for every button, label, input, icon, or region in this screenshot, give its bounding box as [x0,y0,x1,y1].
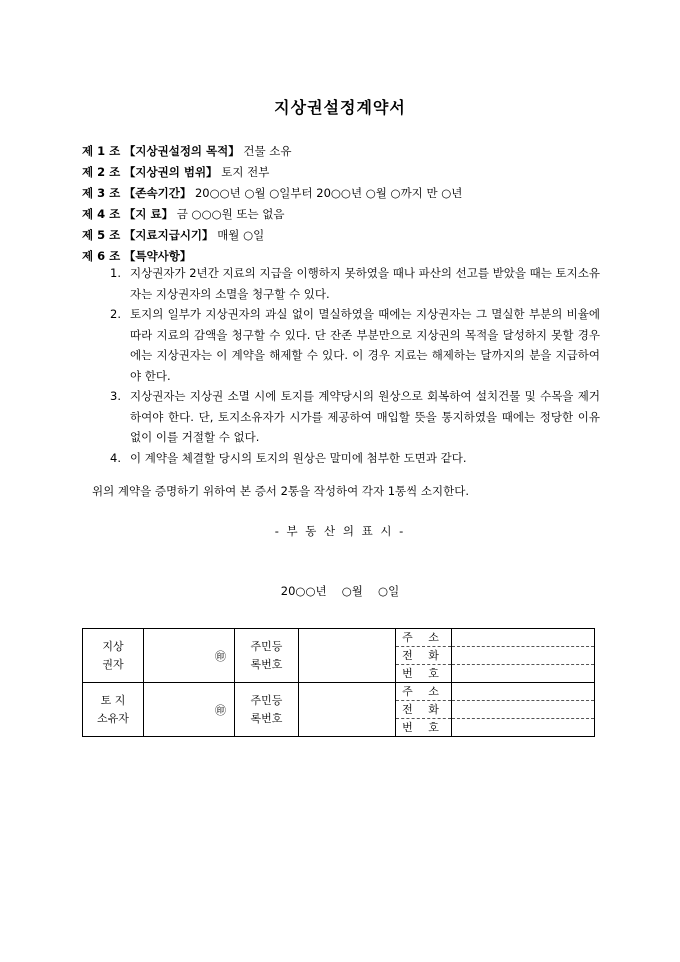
party-row-superficiary [83,629,595,683]
resident-number-label: 주민등 록번호 [235,629,299,683]
document-title: 지상권설정계약서 [274,98,406,117]
contact-labels: 주 소 전 화 번 호 [396,629,452,683]
seal-mark: ㊞ [144,629,235,683]
special-item-2: 2. 토지의 일부가 지상권자의 과실 없이 멸실하였을 때에는 지상권자는 그 멸실한 부분의 비율에 따라 지료의 감액을 청구할 수 있다. 단 잔존 부분만으로 지상권의 목적을 달성하지 못할 경우에는 지상권자는 이 계약을 해제할 수 있다. 이 경우 지료는 해제하는 달까지의 분을 지급하여야 한다. [110,307,600,383]
article-list [82,141,602,267]
phone-field[interactable] [452,647,594,665]
contract-date: 20○○년 ○월 ○일 [280,584,400,598]
article-1: 제 1 조 【지상권설정의 목적】 건물 소유 [82,144,292,158]
article-6: 제 6 조 【특약사항】 [82,249,192,263]
party-role: 토 지 소유자 [83,683,144,737]
party-row-landowner [83,683,595,737]
closing-statement: 위의 계약을 증명하기 위하여 본 증서 2통을 작성하여 각자 1통씩 소지한다. [92,484,470,498]
article-3: 제 3 조 【존속기간】 20○○년 ○월 ○일부터 20○○년 ○월 ○까지 만 ○년 [82,186,463,200]
phone-field-2[interactable] [452,665,594,682]
phone-field-2[interactable] [452,719,594,736]
contact-fields[interactable] [452,683,595,737]
special-item-1: 1. 지상권자가 2년간 지료의 지급을 이행하지 못하였을 때나 파산의 선고를 받았을 때는 토지소유자는 지상권자의 소멸을 청구할 수 있다. [110,266,600,301]
property-display-heading: - 부 동 산 의 표 시 - [274,524,406,538]
resident-number-field[interactable] [299,629,396,683]
article-4: 제 4 조 【지 료】 금 ○○○원 또는 없음 [82,207,285,221]
resident-number-field[interactable] [299,683,396,737]
resident-number-label: 주민등 록번호 [235,683,299,737]
article-2: 제 2 조 【지상권의 범위】 토지 전부 [82,165,270,179]
address-field[interactable] [452,629,594,647]
contact-labels: 주 소 전 화 번 호 [396,683,452,737]
special-items [110,263,600,468]
seal-mark: ㊞ [144,683,235,737]
party-role: 지상 권자 [83,629,144,683]
address-field[interactable] [452,683,594,701]
parties-table [82,628,595,737]
special-item-3: 3. 지상권자는 지상권 소멸 시에 토지를 계약당시의 원상으로 회복하여 설치건물 및 수목을 제거하여야 한다. 단, 토지소유자가 시가를 제공하여 매입할 뜻을 통지하였을 때에는 정당한 이유 없이 이를 거절할 수 없다. [110,389,600,444]
special-item-4: 4. 이 계약을 체결할 당시의 토지의 원상은 말미에 첨부한 도면과 같다. [110,450,467,465]
article-5: 제 5 조 【지료지급시기】 매월 ○일 [82,228,265,242]
contact-fields[interactable] [452,629,595,683]
phone-field[interactable] [452,701,594,719]
